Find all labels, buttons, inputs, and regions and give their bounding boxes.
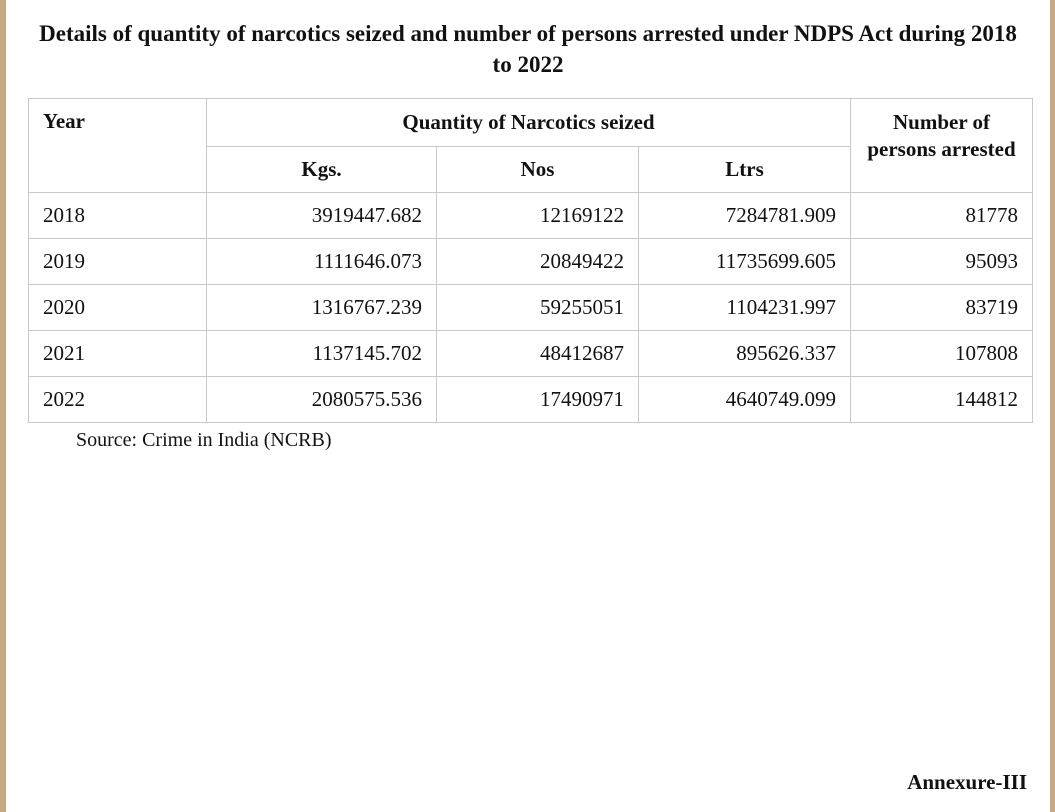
cell-arrested: 144812	[851, 377, 1033, 423]
header-unit-ltrs: Ltrs	[639, 147, 851, 193]
cell-nos: 17490971	[437, 377, 639, 423]
page-edge-right	[1050, 0, 1055, 812]
cell-nos: 59255051	[437, 285, 639, 331]
cell-kgs: 3919447.682	[207, 193, 437, 239]
table-row	[29, 239, 1033, 285]
cell-ltrs: 895626.337	[639, 331, 851, 377]
header-unit-nos: Nos	[437, 147, 639, 193]
page-title: Details of quantity of narcotics seized and number of persons arrested under NDPS Act during 2018 to 2022	[39, 21, 1017, 78]
cell-arrested: 95093	[851, 239, 1033, 285]
table-row	[29, 285, 1033, 331]
table-body	[29, 193, 1033, 423]
table-row	[29, 377, 1033, 423]
cell-year: 2022	[29, 377, 207, 423]
cell-arrested: 107808	[851, 331, 1033, 377]
cell-year: 2019	[29, 239, 207, 285]
document-content	[28, 0, 1028, 452]
table-row	[29, 331, 1033, 377]
cell-arrested: 83719	[851, 285, 1033, 331]
header-year: Year	[29, 99, 207, 193]
page-edge-left	[0, 0, 6, 812]
cell-year: 2021	[29, 331, 207, 377]
cell-ltrs: 11735699.605	[639, 239, 851, 285]
cell-nos: 12169122	[437, 193, 639, 239]
source-note: Source: Crime in India (NCRB)	[76, 429, 332, 452]
cell-year: 2020	[29, 285, 207, 331]
table-header	[29, 99, 1033, 193]
header-persons-arrested: Number of persons arrested	[851, 99, 1033, 193]
header-quantity-group: Quantity of Narcotics seized	[207, 99, 851, 147]
cell-ltrs: 7284781.909	[639, 193, 851, 239]
header-unit-kgs: Kgs.	[207, 147, 437, 193]
table-header-row-primary	[29, 99, 1033, 147]
table-row	[29, 193, 1033, 239]
cell-kgs: 1137145.702	[207, 331, 437, 377]
cell-ltrs: 4640749.099	[639, 377, 851, 423]
cell-year: 2018	[29, 193, 207, 239]
cell-arrested: 81778	[851, 193, 1033, 239]
cell-nos: 48412687	[437, 331, 639, 377]
cell-kgs: 1316767.239	[207, 285, 437, 331]
cell-kgs: 2080575.536	[207, 377, 437, 423]
cell-kgs: 1111646.073	[207, 239, 437, 285]
cell-ltrs: 1104231.997	[639, 285, 851, 331]
narcotics-seizure-table	[28, 98, 1033, 423]
cell-nos: 20849422	[437, 239, 639, 285]
annexure-label: Annexure-III	[907, 770, 1027, 794]
